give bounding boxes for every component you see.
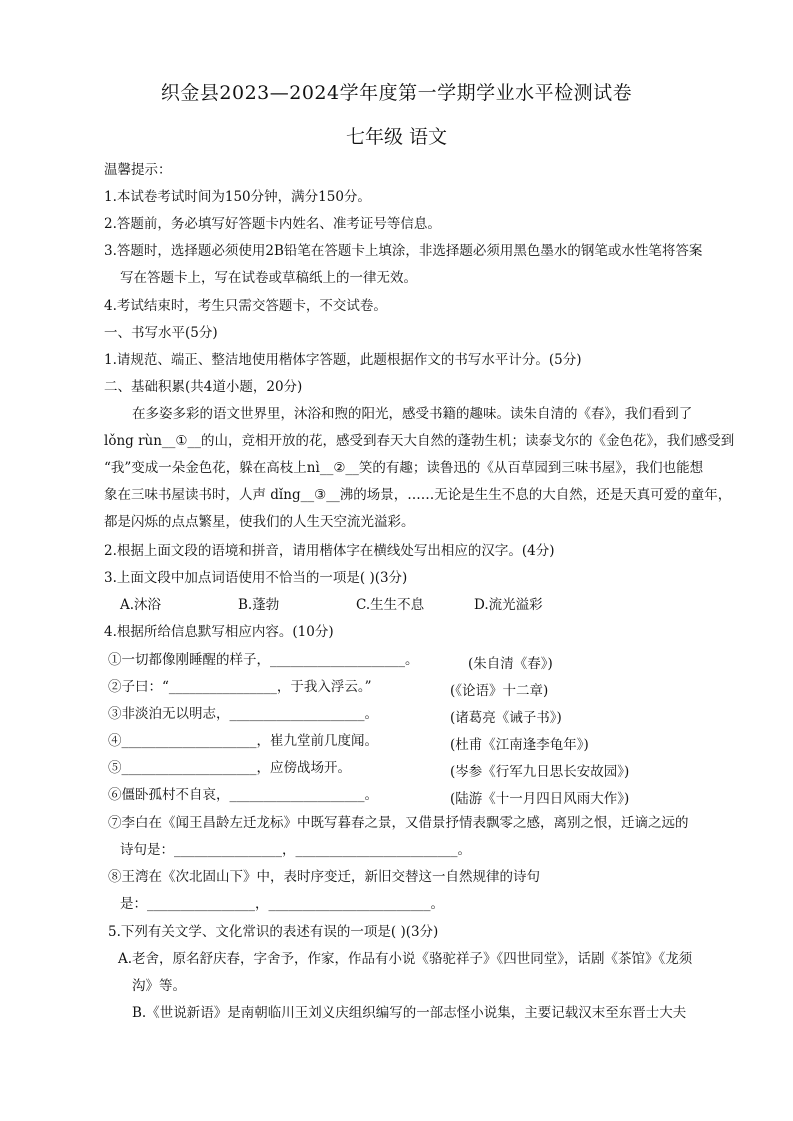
exam-subtitle: 七年级 语文 xyxy=(345,126,448,148)
q4-item-1-source: (朱自清《春》) xyxy=(468,656,553,672)
passage-line-4: 象在三味书屋读书时，人声 dǐng__③__沸的场景，……无论是生生不息的大自然，还是天真可爱的童年， xyxy=(104,487,732,503)
q3-option-b: B.蓬勃 xyxy=(238,597,280,613)
q4-item-8-cont: 是：________________，________________________。 xyxy=(120,896,444,912)
q4-item-7: ⑦李白在《闻王昌龄左迁龙标》中既写暮春之景，又借景抒情表飘零之感，离别之恨，迁谪之远的 xyxy=(108,815,689,831)
notice-item-3: 3.答题时，选择题必须使用2B铅笔在答题卡上填涂，非选择题必须用黑色墨水的钢笔或水性笔将答案 xyxy=(104,243,703,259)
q3-option-d: D.流光溢彩 xyxy=(474,597,543,613)
q4-item-2: ②子曰：“________________，于我入浮云。” xyxy=(108,679,372,695)
passage-line-3: “我”变成一朵金色花，躲在高枝上nì__②__笑的有趣；读鲁迅的《从百草园到三味书屋》，我们也能想 xyxy=(104,460,704,476)
q4-item-6-source: (陆游《十一月四日风雨大作》) xyxy=(450,791,630,807)
section2-heading: 二、基础积累(共4道小题，20分) xyxy=(104,379,303,395)
notice-item-1: 1.本试卷考试时间为150分钟，满分150分。 xyxy=(104,189,371,205)
notice-item-4: 4.考试结束时，考生只需交答题卡，不交试卷。 xyxy=(104,298,387,314)
notice-heading: 温馨提示： xyxy=(104,162,172,178)
q5-option-a-cont: 沟》等。 xyxy=(132,978,186,994)
passage-line-5: 都是闪烁的点点繁星，使我们的人生天空流光溢彩。 xyxy=(104,514,415,530)
q5-option-b: B.《世说新语》是南朝临川王刘义庆组织编写的一部志怪小说集，主要记载汉末至东晋士大夫 xyxy=(132,1005,687,1021)
q4-item-1: ①一切都像刚睡醒的样子，____________________。 xyxy=(108,652,419,668)
question-3: 3.上面文段中加点词语使用不恰当的一项是( )(3分) xyxy=(104,570,408,586)
passage-line-1: 在多姿多彩的语文世界里，沐浴和煦的阳光，感受书籍的趣味。读朱自清的《春》，我们看到了 xyxy=(132,406,693,422)
q4-item-6: ⑥僵卧孤村不自哀，____________________。 xyxy=(108,787,378,803)
question-4: 4.根据所给信息默写相应内容。(10分) xyxy=(104,624,334,640)
q4-item-3-source: (诸葛亮《诫子书》) xyxy=(450,710,562,726)
q4-item-4-source: (杜甫《江南逢李龟年》) xyxy=(450,737,589,753)
section1-heading: 一、书写水平(5分) xyxy=(104,325,218,341)
q3-option-a: A.沐浴 xyxy=(120,597,162,613)
notice-item-2: 2.答题前，务必填写好答题卡内姓名、准考证号等信息。 xyxy=(104,216,441,232)
question-5: 5.下列有关文学、文化常识的表述有误的一项是( )(3分) xyxy=(108,924,439,940)
notice-item-3-cont: 写在答题卡上，写在试卷或草稿纸上的一律无效。 xyxy=(120,270,417,286)
q4-item-8: ⑧王湾在《次北固山下》中，表时序变迁，新旧交替这一自然规律的诗句 xyxy=(108,869,540,885)
passage-line-2: lǒng rùn__①__的山，竞相开放的花，感受到春天大自然的蓬勃生机；读泰戈尔的《金色花》，我们感受到 xyxy=(104,433,735,449)
q4-item-3: ③非淡泊无以明志，____________________。 xyxy=(108,706,378,722)
question-3-options xyxy=(120,597,543,615)
q4-item-5: ⑤____________________，应傍战场开。 xyxy=(108,760,351,776)
q4-item-7-cont: 诗句是：________________，________________________。 xyxy=(120,842,471,858)
q4-item-2-source: (《论语》十二章) xyxy=(450,683,549,699)
q3-option-c: C.生生不息 xyxy=(356,597,425,613)
question-1: 1.请规范、端正、整洁地使用楷体字答题，此题根据作文的书写水平计分。(5分) xyxy=(104,352,582,368)
question-2: 2.根据上面文段的语境和拼音，请用楷体字在横线处写出相应的汉字。(4分) xyxy=(104,543,555,559)
q4-item-4: ④____________________，崔九堂前几度闻。 xyxy=(108,733,378,749)
q5-option-a: A.老舍，原名舒庆春，字舍予，作家，作品有小说《骆驼祥子》《四世同堂》，话剧《茶馆》《龙须 xyxy=(118,951,693,967)
q4-item-5-source: (岑参《行军九日思长安故园》) xyxy=(450,764,630,780)
exam-title: 织金县2023—2024学年度第一学期学业水平检测试卷 xyxy=(160,82,633,104)
